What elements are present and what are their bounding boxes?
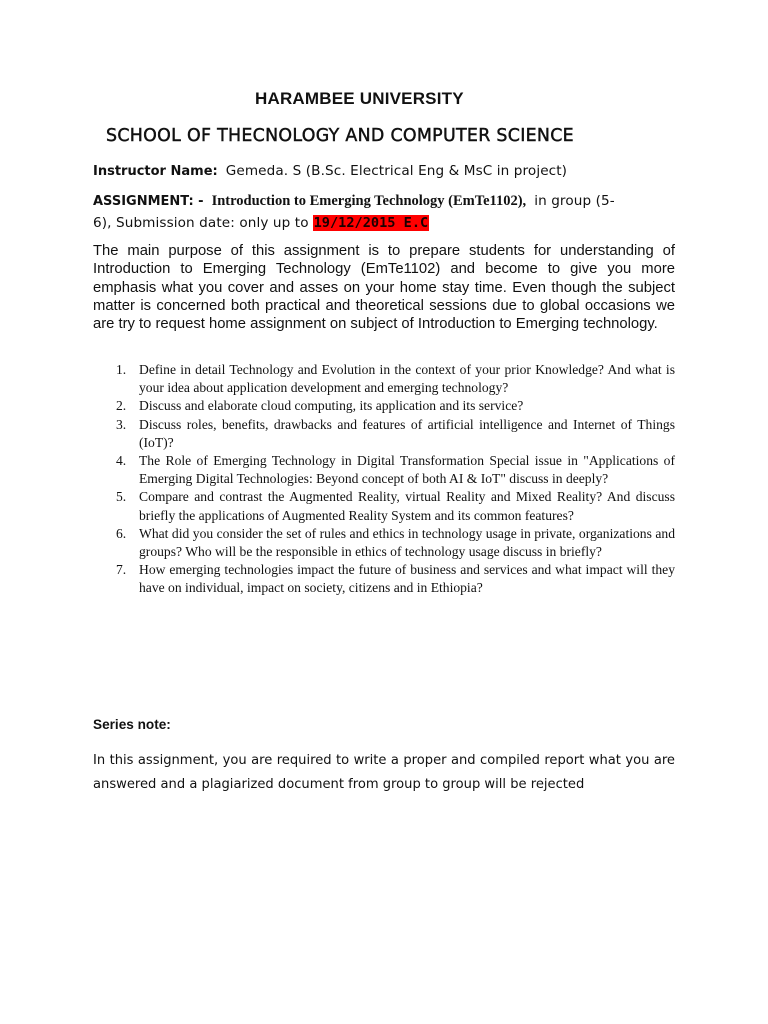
question-item: [109, 488, 675, 524]
question-list: [109, 361, 675, 598]
instructor-line: [93, 162, 683, 180]
university-title: HARAMBEE UNIVERSITY: [255, 89, 464, 108]
question-item: [109, 525, 675, 561]
question-number: 2.: [116, 398, 127, 414]
question-number: 6.: [116, 525, 127, 541]
deadline-badge: 19/12/2015 E.C: [313, 215, 429, 231]
instructor-label: Instructor Name:: [93, 164, 218, 179]
submission-line: [93, 214, 683, 232]
question-text: Discuss and elaborate cloud computing, its application and its service?: [139, 398, 524, 414]
series-note-text: In this assignment, you are required to write a proper and compiled report what you are answered and a plagiarized document from group to group will be rejected: [93, 753, 675, 792]
question-item: [109, 361, 675, 397]
question-number: 4.: [116, 453, 127, 469]
question-number: 1.: [116, 362, 127, 377]
question-item: [109, 561, 675, 597]
course-title: Introduction to Emerging Technology (EmTe1102),: [211, 193, 527, 209]
instructor-name: Gemeda. S (B.Sc. Electrical Eng & MsC in project): [225, 163, 568, 179]
question-item: [109, 397, 675, 415]
question-text: The Role of Emerging Technology in Digital Transformation Special issue in "Applications of Emerging Digital Technologies: Beyond concept of both AI & IoT" discuss in deeply?: [139, 453, 675, 487]
school-title: SCHOOL OF THECNOLOGY AND COMPUTER SCIENCE: [106, 126, 574, 146]
question-text: Compare and contrast the Augmented Reality, virtual Reality and Mixed Reality? And discuss briefly the applications of Augmented Reality System and its common features?: [139, 489, 675, 523]
question-number: 5.: [116, 489, 127, 505]
intro-paragraph: The main purpose of this assignment is to prepare students for understanding of Introduction to Emerging Technology (EmTe1102) and become to give you more emphasis what you cover and asses on your home stay time. Even though the subject matter is concerned both practical and theoretical sessions due to global occasions we are try to request home assignment on subject of Introduction to Emerging technology.: [93, 243, 675, 333]
question-item: [109, 452, 675, 488]
submission-text: 6), Submission date: only up to: [93, 215, 309, 231]
question-number: 7.: [116, 562, 127, 578]
question-text: How emerging technologies impact the future of business and services and what impact will they have on individual, impact on society, citizens and in Ethiopia?: [139, 562, 675, 596]
question-text: Define in detail Technology and Evolution in the context of your prior Knowledge? And what is your idea about application development and emerging technology?: [139, 362, 675, 396]
assignment-label: ASSIGNMENT: -: [93, 194, 204, 209]
question-text: Discuss roles, benefits, drawbacks and features of artificial intelligence and Internet of Things (IoT)?: [139, 416, 675, 450]
question-text: What did you consider the set of rules and ethics in technology usage in private, organizations and groups? Who will be the responsible in ethics of technology usage discuss in briefly?: [139, 525, 675, 560]
question-item: [109, 416, 675, 452]
series-note-title: Series note:: [93, 717, 171, 732]
assignment-line: [93, 192, 683, 210]
group-size: in group (5-: [534, 193, 615, 209]
question-number: 3.: [116, 416, 127, 432]
